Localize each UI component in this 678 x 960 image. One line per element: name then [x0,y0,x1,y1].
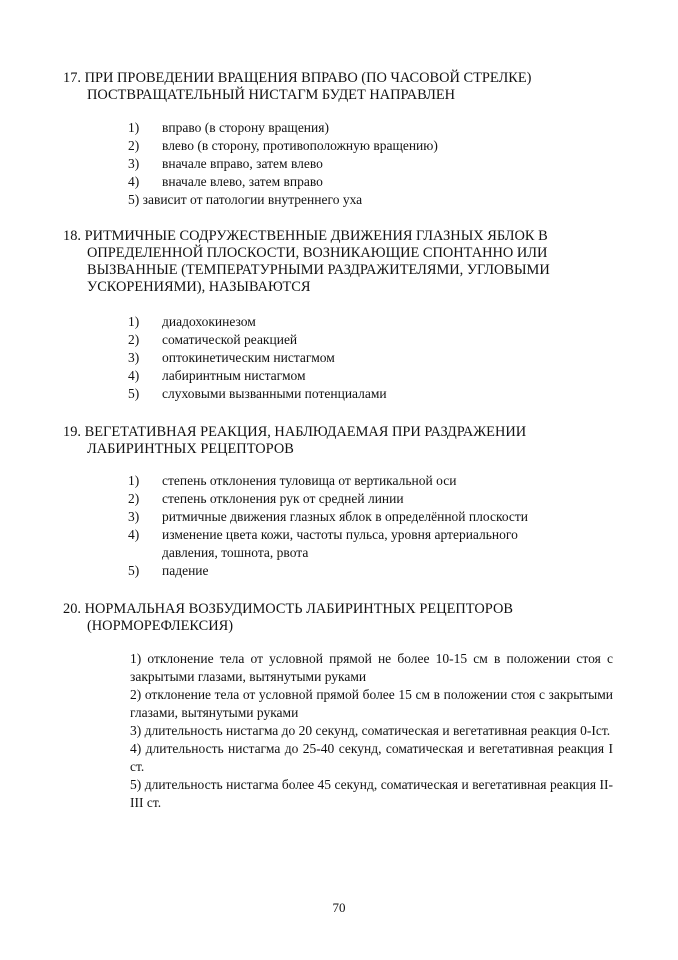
option-number: 5) [128,192,140,207]
option-number: 1) [128,473,140,488]
option-text: отклонение тела от условной прямой более 15 см в положении стоя с закрытыми глазами, вытянутыми руками [130,687,613,720]
question-title-line: ВЫЗВАННЫЕ (ТЕМПЕРАТУРНЫМИ РАЗДРАЖИТЕЛЯМИ, УГЛОВЫМИ [87,262,550,278]
question-number: 18. [63,228,81,244]
option-number: 2) [128,491,140,506]
option-number: 3) [128,350,140,365]
answer-list [128,313,608,403]
question-number: 20. [63,601,81,617]
answer-option [128,313,608,331]
answer-option [128,155,608,173]
question-18-title [63,228,618,296]
option-number: 1) [128,120,140,135]
option-text: вначале влево, затем вправо [162,174,323,189]
answer-option [130,722,613,740]
option-text: длительность нистагма более 45 секунд, соматическая и вегетативная реакция II-III ст. [130,777,614,810]
option-text: лабиринтным нистагмом [162,368,306,383]
answer-option [128,119,608,137]
question-20-title [63,601,618,635]
option-text-continued: давления, тошнота, рвота [162,545,309,560]
answer-list [128,119,608,209]
option-number: 5) [128,386,140,401]
question-title-line: ВЕГЕТАТИВНАЯ РЕАКЦИЯ, НАБЛЮДАЕМАЯ ПРИ РАЗДРАЖЕНИИ [84,424,527,440]
answer-list [130,650,613,812]
option-number: 1) [130,651,142,666]
question-number: 19. [63,424,81,440]
answer-option [128,349,608,367]
question-title-line: ПОСТВРАЩАТЕЛЬНЫЙ НИСТАГМ БУДЕТ НАПРАВЛЕН [87,87,456,103]
answer-option [130,650,613,686]
question-19-title [63,424,618,458]
option-text: слуховыми вызванными потенциалами [162,386,387,401]
option-text: соматической реакцией [162,332,298,347]
option-number: 4) [128,368,140,383]
option-number: 3) [128,509,140,524]
option-text: длительность нистагма до 25-40 секунд, соматическая и вегетативная реакция I ст. [130,741,613,774]
option-text: степень отклонения туловища от вертикальной оси [162,473,457,488]
option-number: 4) [130,741,142,756]
option-text: изменение цвета кожи, частоты пульса, уровня артериального [162,527,518,542]
question-title-line: ПРИ ПРОВЕДЕНИИ ВРАЩЕНИЯ ВПРАВО (ПО ЧАСОВОЙ СТРЕЛКЕ) [84,70,532,86]
question-title-line: УСКОРЕНИЯМИ), НАЗЫВАЮТСЯ [87,279,311,295]
option-number: 4) [128,174,140,189]
option-number: 2) [130,687,142,702]
option-text: оптокинетическим нистагмом [162,350,335,365]
option-text: вначале вправо, затем влево [162,156,323,171]
option-number: 4) [128,527,140,542]
question-17-title [63,70,618,104]
answer-option [128,385,608,403]
question-title-line: НОРМАЛЬНАЯ ВОЗБУДИМОСТЬ ЛАБИРИНТНЫХ РЕЦЕПТОРОВ [84,601,513,617]
option-number: 2) [128,332,140,347]
question-number: 17. [63,70,81,86]
answer-option [130,740,613,776]
option-text: степень отклонения рук от средней линии [162,491,404,506]
answer-option [128,562,608,580]
question-title-line: ЛАБИРИНТНЫХ РЕЦЕПТОРОВ [87,441,294,457]
answer-option [128,367,608,385]
answer-option [128,173,608,191]
option-text: длительность нистагма до 20 секунд, соматическая и вегетативная реакция 0-Iст. [144,723,611,738]
option-number: 5) [130,777,142,792]
answer-option [128,490,608,508]
option-text: ритмичные движения глазных яблок в определённой плоскости [162,509,529,524]
page-number: 70 [332,900,346,915]
option-text: вправо (в сторону вращения) [162,120,329,135]
option-text: влево (в сторону, противоположную вращению) [162,138,438,153]
answer-list [128,472,608,580]
option-text: отклонение тела от условной прямой не более 10-15 см в положении стоя с закрытыми глазами, вытянутыми руками [130,651,613,684]
option-number: 3) [128,156,140,171]
answer-option [130,776,613,812]
option-number: 3) [130,723,142,738]
answer-option [128,137,608,155]
question-title-line: РИТМИЧНЫЕ СОДРУЖЕСТВЕННЫЕ ДВИЖЕНИЯ ГЛАЗНЫХ ЯБЛОК В [84,228,548,244]
option-number: 5) [128,563,140,578]
answer-option [130,686,613,722]
option-number: 2) [128,138,140,153]
option-text: диадохокинезом [162,314,256,329]
option-text: падение [162,563,209,578]
answer-option [128,472,608,490]
option-text: зависит от патологии внутреннего уха [142,192,363,207]
answer-option [128,526,608,562]
answer-option [128,508,608,526]
question-title-line: (НОРМОРЕФЛЕКСИЯ) [87,618,234,634]
option-number: 1) [128,314,140,329]
answer-option [128,331,608,349]
answer-option [128,191,608,209]
question-title-line: ОПРЕДЕЛЕННОЙ ПЛОСКОСТИ, ВОЗНИКАЮЩИЕ СПОНТАННО ИЛИ [87,245,548,261]
